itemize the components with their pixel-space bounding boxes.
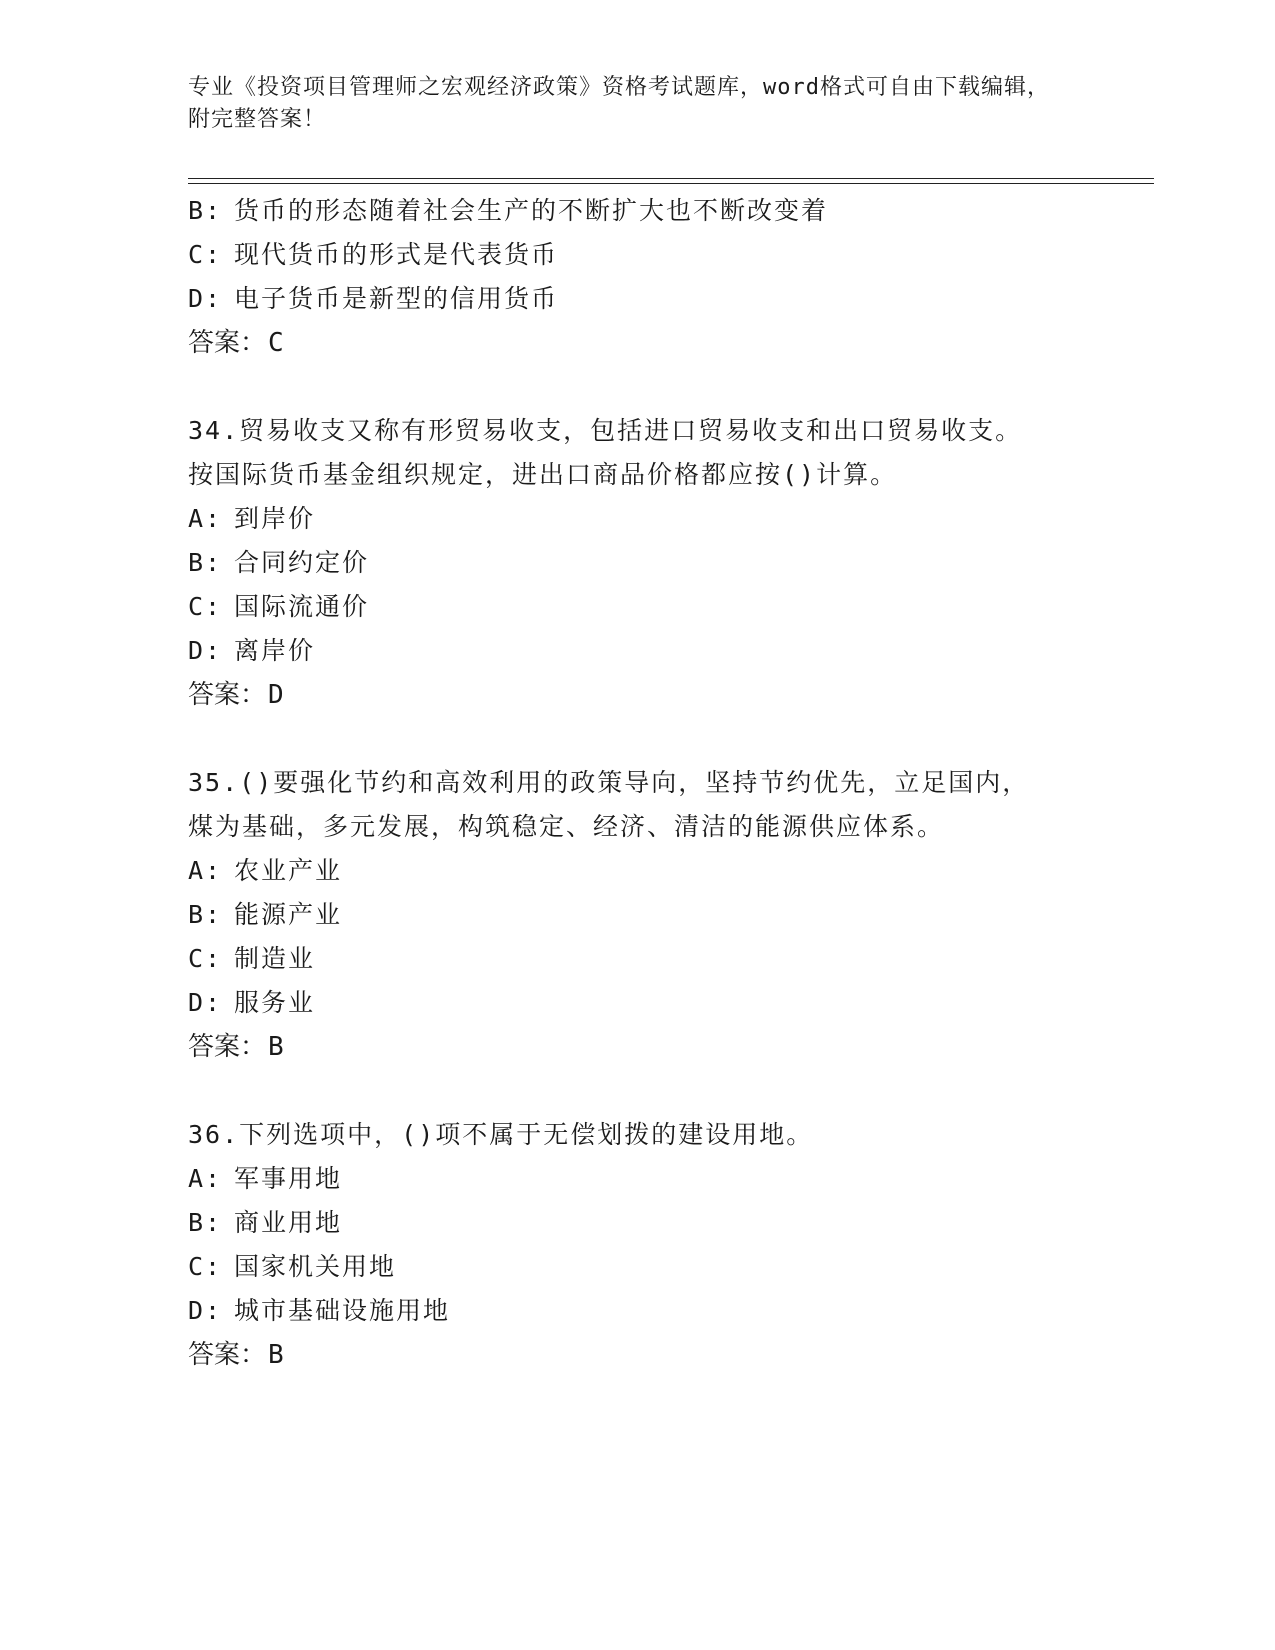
- question-stem: 36.下列选项中，()项不属于无偿划拨的建设用地。: [188, 1120, 814, 1149]
- option-c: [188, 942, 315, 976]
- option-letter: B:: [188, 548, 223, 577]
- option-letter: A:: [188, 504, 223, 533]
- option-a: [188, 502, 315, 536]
- option-letter: D:: [188, 636, 223, 665]
- option-c: [188, 590, 369, 624]
- option-d: [188, 282, 558, 316]
- option-text: 商业用地: [234, 1208, 343, 1237]
- option-b: [188, 546, 369, 580]
- option-letter: C:: [188, 944, 223, 973]
- option-text: 离岸价: [234, 636, 316, 665]
- question-stem: 35.()要强化节约和高效利用的政策导向，坚持节约优先，立足国内，: [188, 768, 1030, 797]
- option-text: 城市基础设施用地: [234, 1296, 451, 1325]
- option-text: 货币的形态随着社会生产的不断扩大也不断改变着: [234, 196, 829, 225]
- option-b: [188, 194, 828, 228]
- option-letter: D:: [188, 988, 223, 1017]
- option-letter: A:: [188, 1164, 223, 1193]
- option-text: 农业产业: [234, 856, 343, 885]
- option-c: [188, 238, 558, 272]
- option-d: [188, 986, 315, 1020]
- option-a: [188, 1162, 342, 1196]
- option-letter: D:: [188, 284, 223, 313]
- header-divider-top: [188, 178, 1154, 179]
- answer-value: B: [268, 1032, 284, 1062]
- option-letter: D:: [188, 1296, 223, 1325]
- answer-label: 答案：: [188, 1340, 267, 1370]
- option-letter: A:: [188, 856, 223, 885]
- option-text: 军事用地: [234, 1164, 343, 1193]
- option-text: 电子货币是新型的信用货币: [234, 284, 559, 313]
- option-letter: C:: [188, 240, 223, 269]
- option-letter: C:: [188, 1252, 223, 1281]
- option-letter: B:: [188, 900, 223, 929]
- option-d: [188, 634, 315, 668]
- option-letter: B:: [188, 196, 223, 225]
- option-text: 国际流通价: [234, 592, 370, 621]
- option-text: 服务业: [234, 988, 316, 1017]
- answer-label: 答案：: [188, 680, 267, 710]
- question-stem: 34.贸易收支又称有形贸易收支，包括进口贸易收支和出口贸易收支。: [188, 416, 1023, 445]
- option-text: 国家机关用地: [234, 1252, 397, 1281]
- answer-line: [188, 1030, 284, 1064]
- answer-value: C: [268, 328, 284, 358]
- option-text: 制造业: [234, 944, 316, 973]
- question-stem: 煤为基础，多元发展，构筑稳定、经济、清洁的能源供应体系。: [188, 812, 945, 841]
- header-divider-bottom: [188, 183, 1154, 184]
- option-text: 到岸价: [234, 504, 316, 533]
- option-a: [188, 854, 342, 888]
- answer-label: 答案：: [188, 1032, 267, 1062]
- option-text: 合同约定价: [234, 548, 370, 577]
- answer-value: D: [268, 680, 284, 710]
- question-stem: 按国际货币基金组织规定，进出口商品价格都应按()计算。: [188, 460, 898, 489]
- answer-line: [188, 1338, 284, 1372]
- option-b: [188, 1206, 342, 1240]
- option-letter: B:: [188, 1208, 223, 1237]
- document-header: 专业《投资项目管理师之宏观经济政策》资格考试题库，word格式可自由下载编辑，附完整答案！: [188, 75, 1050, 132]
- answer-label: 答案：: [188, 328, 267, 358]
- option-c: [188, 1250, 396, 1284]
- option-text: 能源产业: [234, 900, 343, 929]
- option-text: 现代货币的形式是代表货币: [234, 240, 559, 269]
- option-d: [188, 1294, 450, 1328]
- answer-value: B: [268, 1340, 284, 1370]
- option-letter: C:: [188, 592, 223, 621]
- answer-line: [188, 326, 284, 360]
- answer-line: [188, 678, 284, 712]
- option-b: [188, 898, 342, 932]
